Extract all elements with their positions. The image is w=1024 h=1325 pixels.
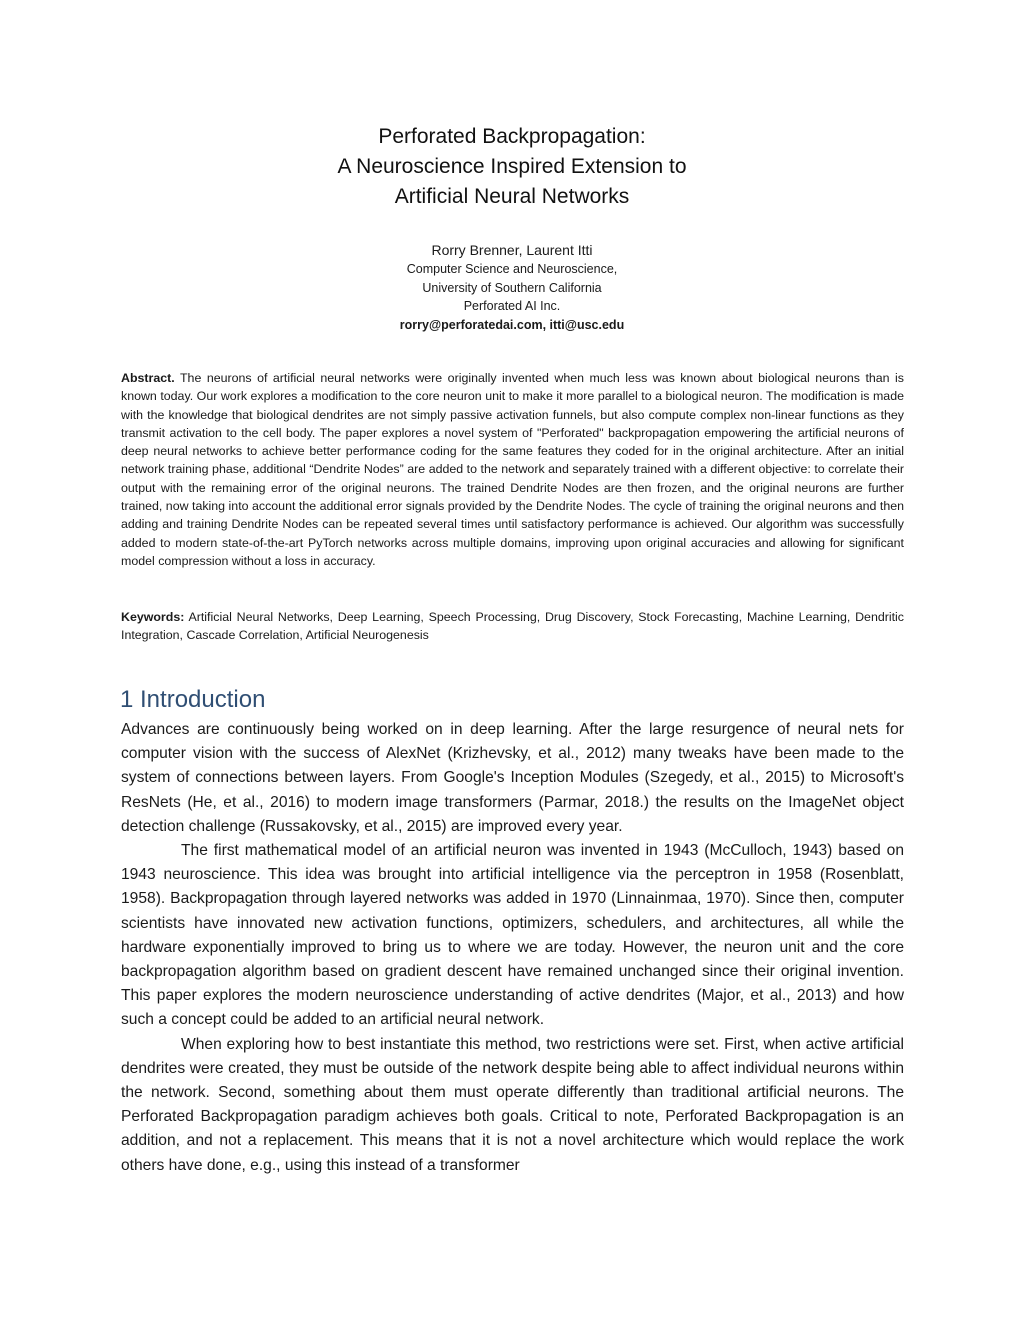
- section-heading-introduction: 1 Introduction: [120, 686, 266, 713]
- keywords-label: Keywords:: [121, 610, 185, 624]
- keywords-text: Artificial Neural Networks, Deep Learning, Speech Processing, Drug Discovery, Stock Forecasting, Machine Learning, Dendritic Integration, Cascade Correlation, Artificial Neurogenesis: [121, 610, 904, 643]
- author-names: Rorry Brenner, Laurent Itti: [431, 242, 593, 258]
- intro-paragraph-2: The first mathematical model of an artificial neuron was invented in 1943 (McCulloch, 1943) based on 1943 neuroscience. This idea was brought into artificial intelligence via the perceptron in 1958 (Rosenblatt, 1958). Backpropagation through layered networks was added in 1970 (Linnainmaa, 1970). Since then, computer scientists have innovated new activation functions, optimizers, schedulers, and architectures, all while the hardware exponentially improved to bring us to where we are today. However, the neuron unit and the core backpropagation algorithm based on gradient descent have remained unchanged since their original invention. This paper explores the modern neuroscience understanding of active dendrites (Major, et al., 2013) and how such a concept could be added to an artificial neural network.: [121, 842, 904, 1029]
- affiliation-line-3: Perforated AI Inc.: [463, 299, 561, 313]
- affiliation-line-1: Computer Science and Neuroscience,: [406, 262, 618, 276]
- keywords: [121, 608, 904, 645]
- author-emails: rorry@perforatedai.com, itti@usc.edu: [399, 317, 625, 332]
- affiliation-line-2: University of Southern California: [422, 280, 602, 295]
- paper-title-line-1: Perforated Backpropagation:: [378, 125, 646, 148]
- abstract-text: The neurons of artificial neural networks were originally invented when much less was known about biological neurons than is known today. Our work explores a modification to the core neuron unit to make it more parallel to a biological neuron. The modification is made with the knowledge that biological dendrites are not simply passive activation funnels, but also compute complex non-linear functions as they transmit activation to the cell body. The paper explores a novel system of "Perforated" backpropagation empowering the artificial neurons of deep neural networks to achieve better performance coding for the same features they coded for in the original architecture. After an initial network training phase, additional “Dendrite Nodes” are added to the network and separately trained with a different objective: to correlate their output with the remaining error of the original neurons. The trained Dendrite Nodes are then frozen, and the original neurons are further trained, now taking into account the additional error signals provided by the Dendrite Nodes. The cycle of training the original neurons and then adding and training Dendrite Nodes can be repeated several times until satisfactory performance is achieved. Our algorithm was successfully added to modern state-of-the-art PyTorch networks across multiple domains, improving upon original accuracies and allowing for significant model compression without a loss in accuracy.: [121, 371, 905, 568]
- intro-paragraph-1: Advances are continuously being worked on in deep learning. After the large resurgence of neural nets for computer vision with the success of AlexNet (Krizhevsky, et al., 2012) many tweaks have been made to the system of connections between layers. From Google's Inception Modules (Szegedy, et al., 2015) to Microsoft's ResNets (He, et al., 2016) to modern image transformers (Parmar, 2018.) the results on the ImageNet object detection challenge (Russakovsky, et al., 2015) are improved every year.: [121, 721, 904, 835]
- paper-title-line-3: Artificial Neural Networks: [394, 185, 630, 208]
- paper-title-line-2: A Neuroscience Inspired Extension to: [337, 155, 687, 178]
- title-block: [0, 122, 1024, 212]
- abstract: [121, 369, 904, 570]
- author-block: [0, 240, 1024, 334]
- abstract-label: Abstract.: [121, 371, 175, 385]
- intro-paragraph-3: When exploring how to best instantiate this method, two restrictions were set. First, when active artificial dendrites were created, they must be outside of the network despite being able to affect individual neurons within the network. Second, something about them must operate differently than traditional artificial neurons. The Perforated Backpropagation paradigm achieves both goals. Critical to note, Perforated Backpropagation is an addition, and not a replacement. This means that it is not a novel architecture which would replace the work others have done, e.g., using this instead of a transformer: [121, 1035, 904, 1174]
- introduction-body: [121, 718, 904, 1178]
